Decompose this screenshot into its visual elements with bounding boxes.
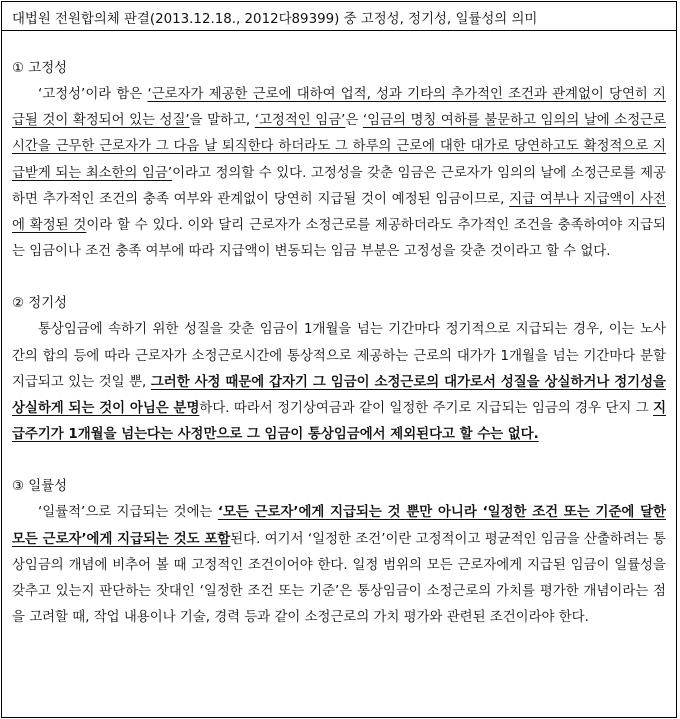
text-run: 은 bbox=[345, 113, 363, 129]
emphasized-text: ‘임금의 명칭 여하를 불문하고 임의의 날에 소정근로시간을 근무한 근로자가 그 다음 날 퇴직한다 하더라도 그 하루의 근로에 대한 대가로 당연하고도 확정적으로 지급받게 되는 최소한의 임금’ bbox=[12, 113, 666, 181]
section-paragraph bbox=[12, 500, 666, 631]
spacer bbox=[12, 30, 666, 56]
section-paragraph bbox=[12, 82, 666, 265]
text-run: 이라고 정의할 수 있다. 고정성을 갖춘 임금은 근로자가 임의의 날에 소정근로를 제공하면 추가적인 조건의 충족 여부와 관계없이 당연히 지급될 것이 예정된 임금이므로, bbox=[12, 165, 666, 207]
section-fixedness bbox=[12, 56, 666, 265]
emphasized-text: ‘모든 근로자’에게 지급되는 것 뿐만 아니라 ‘일정한 조건 또는 기준에 달한 모든 근로자’에게 지급되는 것도 포함 bbox=[12, 505, 666, 547]
emphasized-text: 그러한 사정 때문에 갑자기 그 임금이 소정근로의 대가로서 성질을 상실하거나 정기성을 상실하게 되는 것이 아님은 분명 bbox=[12, 374, 666, 417]
emphasized-text: ‘고정적인 임금’ bbox=[254, 113, 346, 129]
section-paragraph bbox=[12, 317, 666, 448]
section-regularity bbox=[12, 291, 666, 448]
emphasized-text: 지급 여부나 지급액이 사전에 확정된 것 bbox=[12, 191, 666, 234]
emphasized-text: 지급주기가 1개월을 넘는다는 사정만으로 그 임금이 통상임금에서 제외된다고 할 수는 없다. bbox=[12, 401, 666, 443]
text-run: ‘고정성’이라 함은 bbox=[38, 87, 148, 102]
document-title: 대법원 전원합의체 판결(2013.12.18., 2012다89399) 중 고정성, 정기성, 일률성의 의미 bbox=[1, 1, 677, 31]
section-heading: ③ 일률성 bbox=[12, 479, 68, 495]
spacer bbox=[12, 448, 666, 474]
text-run: 된다. 여기서 ‘일정한 조건’이란 고정적이고 평균적인 임금을 산출하려는 통상임금의 개념에 비추어 볼 때 고정적인 조건이어야 한다. 일정 범위의 모든 근로자에게 지급된 임금이 일률성을 갖추고 있는지 판단하는 잣대인 ‘일정한 조건 또는 기준’은 통상임금이 소정근로의 가치를 평가한 개념이라는 점을 고려할 때, 작업 내용이나 기술, 경력 등과 같이 소정근로의 가치 평가와 관련된 조건이라야 한다. bbox=[12, 531, 666, 626]
text-run: ‘일률적’으로 지급되는 것에는 bbox=[38, 505, 218, 521]
document-body bbox=[1, 30, 677, 718]
section-uniformity bbox=[12, 474, 666, 631]
text-run: 하다. 따라서 정기상여금과 같이 일정한 주기로 지급되는 임금의 경우 단지 그 bbox=[199, 401, 654, 417]
text-run: 을 말하고, bbox=[189, 113, 255, 129]
text-run: 통상임금에 속하기 위한 성질을 갖춘 임금이 1개월을 넘는 기간마다 정기적으로 지급되는 경우, 이는 노사 간의 합의 등에 따라 근로자가 소정근로시간에 통상적으로 제공하는 근로의 대가가 1개월을 넘는 기간마다 분할지급되고 있는 것일 뿐, bbox=[12, 322, 666, 390]
spacer bbox=[12, 265, 666, 291]
section-heading: ① 고정성 bbox=[12, 61, 68, 76]
emphasized-text: ‘근로자가 제공한 근로에 대하여 업적, 성과 기타의 추가적인 조건과 관계없이 당연히 지급될 것이 확정되어 있는 성질’ bbox=[12, 87, 666, 129]
text-run: 이라 할 수 있다. 이와 달리 근로자가 소정근로를 제공하더라도 추가적인 조건을 충족하여야 지급되는 임금이나 조건 충족 여부에 따라 지급액이 변동되는 임금 부분은 고정성을 갖춘 것이라고 할 수 없다. bbox=[12, 218, 666, 260]
section-heading: ② 정기성 bbox=[12, 296, 68, 312]
